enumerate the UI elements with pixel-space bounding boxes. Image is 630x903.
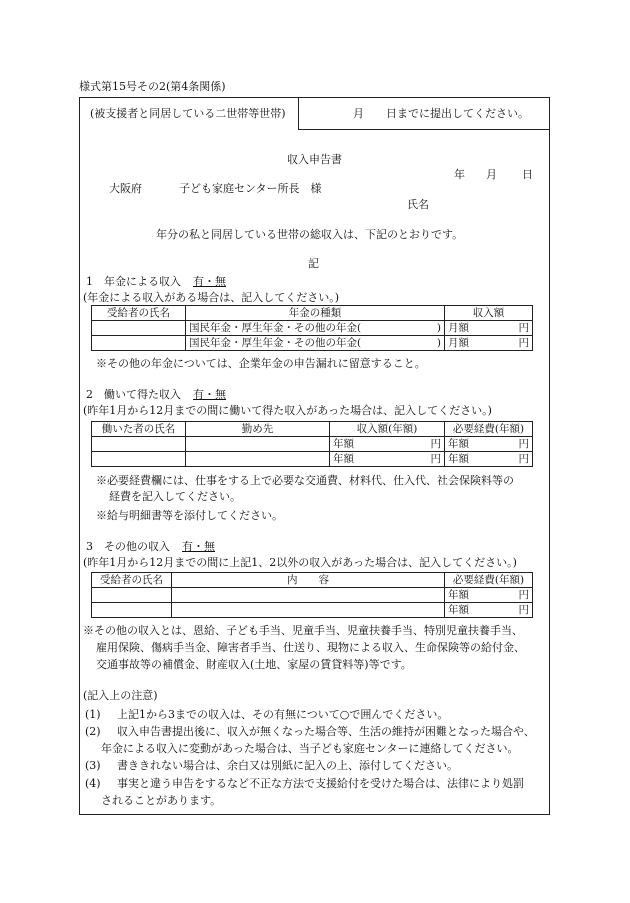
section3-note: (昨年1月から12月までの間に上記1、2以外の収入があった場合は、記入してください。) <box>83 556 517 569</box>
section1-heading <box>86 276 226 287</box>
addressee-pref: 大阪府 <box>109 182 142 195</box>
yen-unit: 円 <box>518 603 529 616</box>
applicant-name-label: 氏名 <box>407 198 429 211</box>
amount-label: 年額 <box>448 437 469 450</box>
date-year: 年 <box>454 168 465 181</box>
col-header-content: 内 容 <box>172 573 445 588</box>
col-header-recipient: 受給者の氏名 <box>92 573 172 588</box>
caution-4-line1: 事実と違う申告をするなど不正な方法で支援給付を受けた場合は、法律により処罰 <box>117 777 524 790</box>
paren-close: ) <box>436 321 441 334</box>
table-row <box>92 588 533 603</box>
section1-title: 1 年金による収入 <box>86 275 181 288</box>
addressee-office: 子ども家庭センター所長 様 <box>179 182 322 195</box>
recipient-cell[interactable] <box>92 336 186 351</box>
caution-3-num: (3) <box>85 759 101 772</box>
worker-cell[interactable] <box>92 452 186 467</box>
table-row <box>92 452 533 467</box>
yen-unit: 円 <box>518 321 529 334</box>
section1-footnote: ※その他の年金については、企業年金の申告漏れに留意すること。 <box>96 357 426 370</box>
col-header-worker: 働いた者の氏名 <box>92 422 186 437</box>
amount-label: 年額 <box>448 603 469 616</box>
date-day: 日 <box>522 168 533 181</box>
paren-close: ) <box>436 336 441 349</box>
section3-yesno: 有・無 <box>182 540 215 553</box>
table-row <box>92 422 533 437</box>
table-row <box>92 437 533 452</box>
col-header-recipient: 受給者の氏名 <box>92 306 186 321</box>
section1-note: (年金による収入がある場合は、記入してください。) <box>83 291 340 304</box>
section2-note2: ※給与明細書等を添付してください。 <box>96 509 283 522</box>
section2-note: (昨年1月から12月までの間に働いて得た収入があった場合は、記入してください。) <box>83 404 492 417</box>
col-header-expenses: 必要経費(年額) <box>445 422 533 437</box>
form-number: 様式第15号その2(第4条関係) <box>79 80 226 93</box>
pension-type-text: 国民年金・厚生年金・その他の年金( <box>189 321 362 334</box>
caution-2-line1: 収入申告書提出後に、収入が無くなった場合等、生活の維持が困難となった場合や、 <box>117 725 535 738</box>
amount-label: 月額 <box>448 321 469 334</box>
caution-4-line2: されることがあります。 <box>101 794 222 807</box>
page-title: 収入申告書 <box>287 153 342 166</box>
statement: 年分の私と同居している世帯の総収入は、下記のとおりです。 <box>156 228 464 241</box>
income-cell[interactable] <box>330 437 445 452</box>
col-header-pension-type: 年金の種類 <box>186 306 445 321</box>
amount-cell[interactable] <box>445 321 533 336</box>
pension-table <box>91 305 533 351</box>
amount-label: 年額 <box>448 452 469 465</box>
other-income-table <box>91 572 533 618</box>
deadline-text: 日までに提出してください。 <box>386 107 529 120</box>
section2-note1-line2: 経費を記入してください。 <box>109 490 241 503</box>
expense-cell[interactable] <box>445 452 533 467</box>
col-header-expenses: 必要経費(年額) <box>445 573 533 588</box>
col-header-annual-income: 収入額(年額) <box>330 422 445 437</box>
caution-1-num: (1) <box>85 708 101 721</box>
employer-cell[interactable] <box>186 452 330 467</box>
income-cell[interactable] <box>330 452 445 467</box>
yen-unit: 円 <box>430 452 441 465</box>
caution-4-num: (4) <box>85 777 101 790</box>
section2-yesno: 有・無 <box>193 388 226 401</box>
cautions-heading: (記入上の注意) <box>83 689 158 702</box>
yen-unit: 円 <box>430 437 441 450</box>
yen-unit: 円 <box>518 336 529 349</box>
expense-cell[interactable] <box>445 588 533 603</box>
caution-3-line1: 書ききれない場合は、余白又は別紙に記入の上、添付してください。 <box>117 759 458 772</box>
expense-cell[interactable] <box>445 437 533 452</box>
amount-label: 月額 <box>448 336 469 349</box>
section3-footnote-line3: 交通事故等の補償金、財産収入(土地、家屋の賃貸料等)等です。 <box>96 658 412 671</box>
section3-footnote-line2: 雇用保険、傷病手当金、障害者手当、仕送り、現物による収入、生命保険等の給付金、 <box>96 641 525 654</box>
yen-unit: 円 <box>518 452 529 465</box>
amount-label: 年額 <box>333 452 354 465</box>
amount-cell[interactable] <box>445 336 533 351</box>
table-row <box>92 603 533 618</box>
yen-unit: 円 <box>518 588 529 601</box>
recipient-cell[interactable] <box>92 603 172 618</box>
date-month: 月 <box>486 168 497 181</box>
section2-title: 2 働いて得た収入 <box>86 388 181 401</box>
table-row <box>92 306 533 321</box>
pension-type-cell <box>186 336 445 351</box>
work-income-table <box>91 421 533 467</box>
household-label: (被支援者と同居している二世帯等世帯) <box>90 107 286 120</box>
expense-cell[interactable] <box>445 603 533 618</box>
deadline-month: 月 <box>353 107 364 120</box>
content-cell[interactable] <box>172 588 445 603</box>
section2-heading <box>86 389 226 400</box>
amount-label: 年額 <box>448 588 469 601</box>
table-row <box>92 573 533 588</box>
table-row <box>92 321 533 336</box>
table-row <box>92 336 533 351</box>
employer-cell[interactable] <box>186 437 330 452</box>
worker-cell[interactable] <box>92 437 186 452</box>
caution-2-line2: 年金による収入に変動があった場合は、当子ども家庭センターに連絡してください。 <box>101 742 519 755</box>
caution-2-num: (2) <box>85 725 101 738</box>
section3-footnote-line1: ※その他の収入とは、恩給、子ども手当、児童手当、児童扶養手当、特別児童扶養手当、 <box>83 624 523 637</box>
col-header-employer: 勤め先 <box>186 422 330 437</box>
recipient-cell[interactable] <box>92 321 186 336</box>
yen-unit: 円 <box>518 437 529 450</box>
amount-label: 年額 <box>333 437 354 450</box>
recipient-cell[interactable] <box>92 588 172 603</box>
pension-type-cell <box>186 321 445 336</box>
section3-title: 3 その他の収入 <box>86 540 170 553</box>
section3-heading <box>86 541 215 552</box>
col-header-amount: 収入額 <box>445 306 533 321</box>
pension-type-text: 国民年金・厚生年金・その他の年金( <box>189 336 362 349</box>
section1-yesno: 有・無 <box>193 275 226 288</box>
ki-mark: 記 <box>308 257 319 270</box>
section2-note1-line1: ※必要経費欄には、仕事をする上で必要な交通費、材料代、仕入代、社会保険料等の <box>96 474 514 487</box>
content-cell[interactable] <box>172 603 445 618</box>
caution-1-line1: 上記1から3までの収入は、その有無について○で囲んでください。 <box>117 708 449 721</box>
